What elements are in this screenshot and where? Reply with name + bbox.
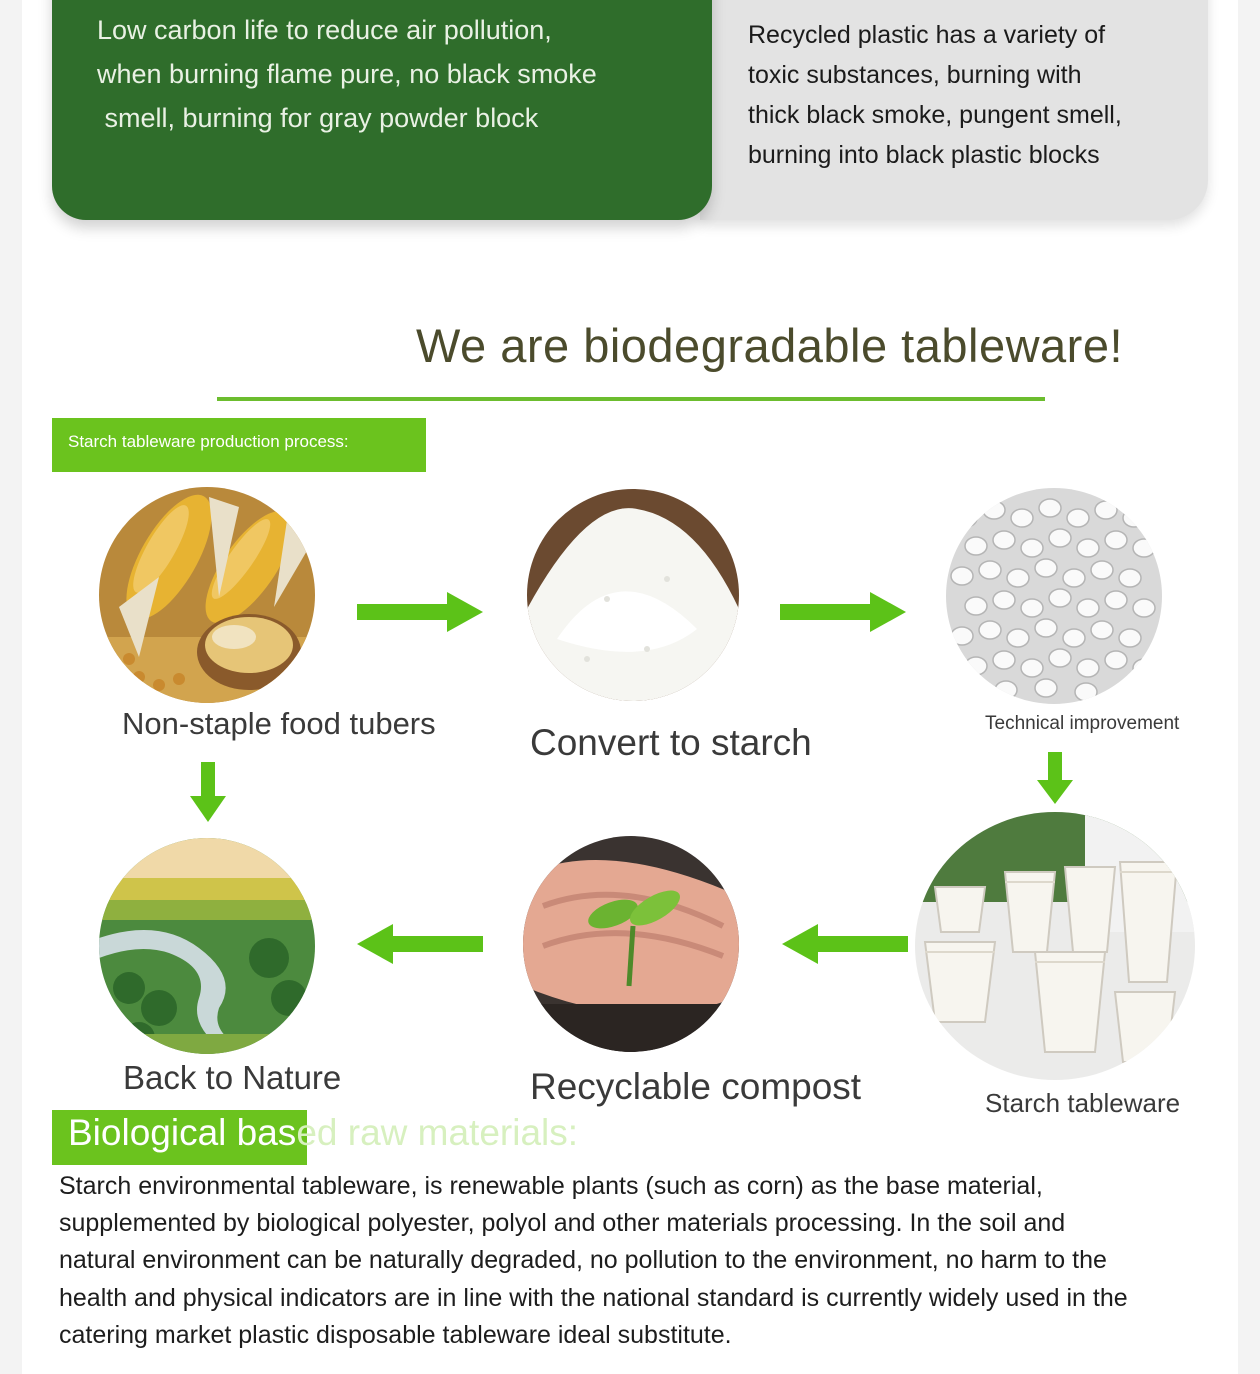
starch-line: Low carbon life to reduce air pollution, [97, 15, 552, 45]
headline-divider [217, 397, 1045, 401]
pellets-image [946, 488, 1162, 704]
page-headline: We are biodegradable tableware! [416, 319, 1124, 372]
materials-line: Starch environmental tableware, is renewable plants (such as corn) as the base material, [59, 1172, 1043, 1200]
process-section-label: Starch tableware production process: [68, 432, 349, 451]
step-label-starch: Convert to starch [530, 722, 812, 763]
step-label-technical: Technical improvement [985, 713, 1180, 734]
starch-description [97, 8, 697, 140]
process-section-tag [52, 418, 426, 472]
materials-line: supplemented by biological polyester, polyol and other materials processing. In the soil and [59, 1209, 1066, 1238]
landscape-image [99, 838, 315, 1054]
step-label-tableware: Starch tableware [985, 1088, 1181, 1118]
plastic-description [748, 15, 1198, 175]
arrow-down-icon [190, 762, 226, 822]
materials-title-rest: ed raw materials: [296, 1112, 579, 1153]
starch-line: when burning flame pure, no black smoke [97, 59, 597, 89]
arrow-left-icon [782, 924, 908, 964]
corn-image [99, 487, 315, 703]
materials-line: natural environment can be naturally degraded, no pollution to the environment, no harm to the [59, 1246, 1107, 1275]
seedling-hands-image [523, 836, 739, 1052]
plastic-line: thick black smoke, pungent smell, [748, 101, 1122, 129]
arrow-right-icon [780, 592, 906, 632]
plastic-line: burning into black plastic blocks [748, 141, 1100, 169]
cups-image [915, 812, 1195, 1080]
starch-powder-image [527, 489, 739, 701]
plastic-line: Recycled plastic has a variety of [748, 21, 1106, 49]
starch-line: smell, burning for gray powder block [97, 103, 539, 133]
materials-title-highlight: Biological bas [68, 1112, 297, 1153]
arrow-right-icon [357, 592, 483, 632]
materials-description [59, 1168, 1219, 1354]
materials-line: catering market plastic disposable tableware ideal substitute. [59, 1320, 732, 1349]
arrow-down-icon [1037, 752, 1073, 804]
materials-line: health and physical indicators are in line with the national standard is currently widely used in the [59, 1283, 1128, 1312]
step-label-tubers: Non-staple food tubers [122, 706, 436, 741]
step-label-compost: Recyclable compost [530, 1066, 862, 1107]
step-label-nature: Back to Nature [123, 1059, 342, 1096]
materials-title [68, 1112, 578, 1154]
plastic-line: toxic substances, burning with [748, 61, 1082, 89]
arrow-left-icon [357, 924, 483, 964]
